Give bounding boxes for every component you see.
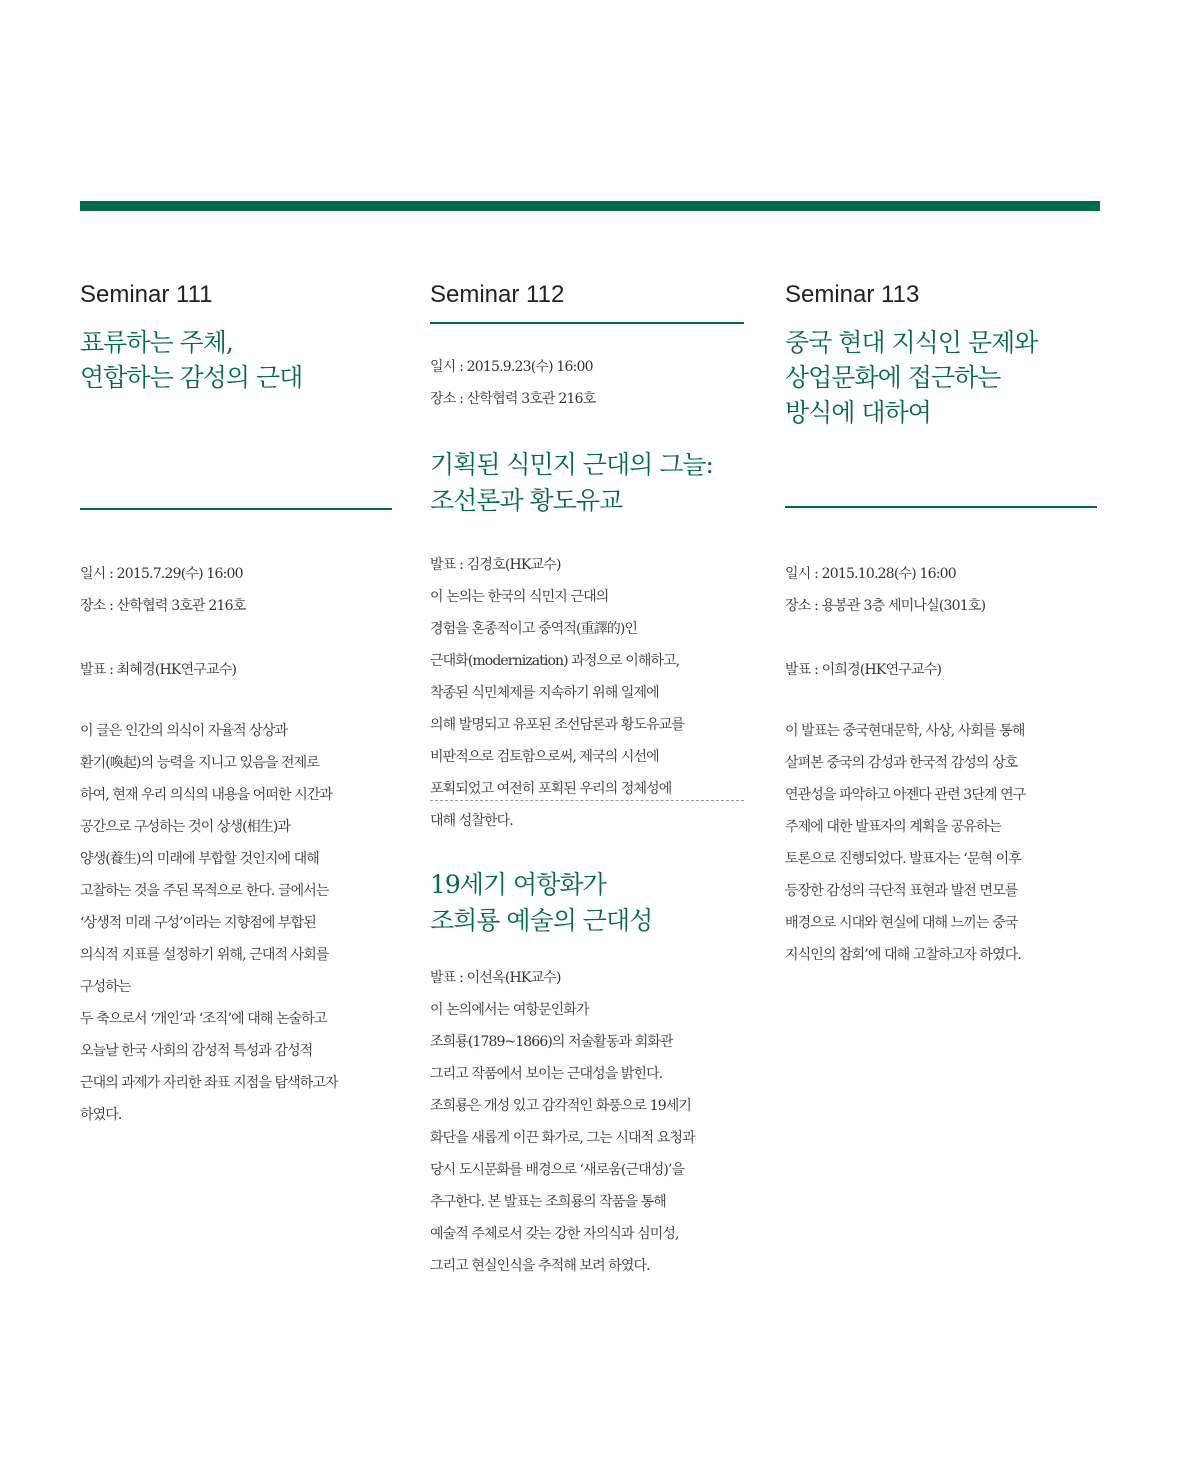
- abstract-line: 화단을 새롭게 이끈 화가로, 그는 시대적 요청과: [430, 1130, 695, 1146]
- abstract-line: 포획되었고 여전히 포획된 우리의 정체성에: [430, 781, 672, 797]
- abstract-line: 이 논의는 한국의 식민지 근대의: [430, 589, 609, 605]
- seminar-place: 장소 : 용봉관 3층 세미나실(301호): [785, 598, 986, 614]
- abstract-line: 구성하는: [80, 979, 131, 995]
- abstract-line: 의식적 지표를 설정하기 위해, 근대적 사회를: [80, 947, 329, 963]
- seminar-number: Seminar 111: [80, 281, 213, 308]
- abstract-line: 조희룡(1789~1866)의 저술활동과 회화관: [430, 1034, 673, 1050]
- dashed-divider: [430, 800, 744, 801]
- abstract-line: 근대화(modernization) 과정으로 이해하고,: [430, 653, 680, 669]
- seminar-number: Seminar 113: [785, 281, 920, 308]
- abstract-line: 공간으로 구성하는 것이 상생(相生)과: [80, 819, 291, 835]
- seminar-date: 일시 : 2015.9.23(수) 16:00: [430, 359, 593, 375]
- talk-title-line: 기획된 식민지 근대의 그늘:: [430, 450, 713, 479]
- seminar-number: Seminar 112: [430, 281, 565, 308]
- abstract-line: 주제에 대한 발표자의 계획을 공유하는: [785, 819, 1002, 835]
- abstract-line: 환기(喚起)의 능력을 지니고 있음을 전제로: [80, 755, 319, 771]
- abstract-line: ‘상생적 미래 구성’이라는 지향점에 부합된: [80, 915, 316, 931]
- abstract-line: 대해 성찰한다.: [430, 813, 513, 829]
- top-accent-bar: [80, 201, 1100, 211]
- abstract-line: 연관성을 파악하고 아젠다 관련 3단계 연구: [785, 787, 1026, 803]
- talk-title-line: 조희룡 예술의 근대성: [430, 906, 653, 935]
- abstract-line: 살펴본 중국의 감성과 한국적 감성의 상호: [785, 755, 1018, 771]
- talk-presenter: 발표 : 김경호(HK교수): [430, 557, 561, 573]
- abstract-line: 이 발표는 중국현대문학, 사상, 사회를 통해: [785, 723, 1025, 739]
- abstract-line: 경험을 혼종적이고 중역적(重譯的)인: [430, 621, 638, 637]
- section-divider: [80, 508, 392, 510]
- abstract-line: 배경으로 시대와 현실에 대해 느끼는 중국: [785, 915, 1018, 931]
- seminar-title-line: 표류하는 주체,: [80, 328, 233, 357]
- abstract-line: 의해 발명되고 유포된 조선담론과 황도유교를: [430, 717, 685, 733]
- abstract-line: 등장한 감성의 극단적 표현과 발전 면모를: [785, 883, 1018, 899]
- seminar-title-line: 연합하는 감성의 근대: [80, 363, 303, 392]
- abstract-line: 고찰하는 것을 주된 목적으로 한다. 글에서는: [80, 883, 329, 899]
- abstract-line: 양생(養生)의 미래에 부합할 것인지에 대해: [80, 851, 319, 867]
- seminar-place: 장소 : 산학협력 3호관 216호: [80, 598, 246, 614]
- seminar-presenter: 발표 : 이희경(HK연구교수): [785, 662, 942, 678]
- abstract-line: 토론으로 진행되었다. 발표자는 ‘문혁 이후: [785, 851, 1021, 867]
- abstract-line: 비판적으로 검토함으로써, 제국의 시선에: [430, 749, 659, 765]
- abstract-line: 이 논의에서는 여항문인화가: [430, 1002, 589, 1018]
- seminar-date: 일시 : 2015.7.29(수) 16:00: [80, 566, 243, 582]
- abstract-line: 당시 도시문화를 배경으로 ‘새로움(근대성)’을: [430, 1162, 685, 1178]
- talk-title-line: 19세기 여항화가: [430, 870, 606, 899]
- abstract-line: 그리고 현실인식을 추적해 보려 하였다.: [430, 1258, 650, 1274]
- seminar-date: 일시 : 2015.10.28(수) 16:00: [785, 566, 956, 582]
- abstract-line: 지식인의 참회’에 대해 고찰하고자 하였다.: [785, 947, 1021, 963]
- abstract-line: 근대의 과제가 자리한 좌표 지점을 탐색하고자: [80, 1075, 338, 1091]
- abstract-line: 오늘날 한국 사회의 감성적 특성과 감성적: [80, 1043, 313, 1059]
- abstract-line: 하여, 현재 우리 의식의 내용을 어떠한 시간과: [80, 787, 333, 803]
- abstract-line: 하였다.: [80, 1107, 122, 1123]
- abstract-line: 그리고 작품에서 보이는 근대성을 밝힌다.: [430, 1066, 663, 1082]
- talk-title-line: 조선론과 황도유교: [430, 486, 623, 515]
- abstract-line: 예술적 주체로서 갖는 강한 자의식과 심미성,: [430, 1226, 679, 1242]
- seminar-presenter: 발표 : 최혜경(HK연구교수): [80, 662, 237, 678]
- talk-presenter: 발표 : 이선옥(HK교수): [430, 970, 561, 986]
- abstract-line: 이 글은 인간의 의식이 자율적 상상과: [80, 723, 288, 739]
- section-divider: [430, 322, 744, 324]
- abstract-line: 조희룡은 개성 있고 감각적인 화풍으로 19세기: [430, 1098, 691, 1114]
- abstract-line: 추구한다. 본 발표는 조희룡의 작품을 통해: [430, 1194, 666, 1210]
- abstract-line: 두 축으로서 ‘개인’과 ‘조직’에 대해 논술하고: [80, 1011, 327, 1027]
- abstract-line: 착종된 식민체제를 지속하기 위해 일제에: [430, 685, 659, 701]
- seminar-place: 장소 : 산학협력 3호관 216호: [430, 391, 596, 407]
- seminar-title-line: 방식에 대하여: [785, 398, 931, 427]
- seminar-title-line: 상업문화에 접근하는: [785, 363, 1001, 392]
- seminar-title-line: 중국 현대 지식인 문제와: [785, 328, 1038, 357]
- section-divider: [785, 506, 1097, 508]
